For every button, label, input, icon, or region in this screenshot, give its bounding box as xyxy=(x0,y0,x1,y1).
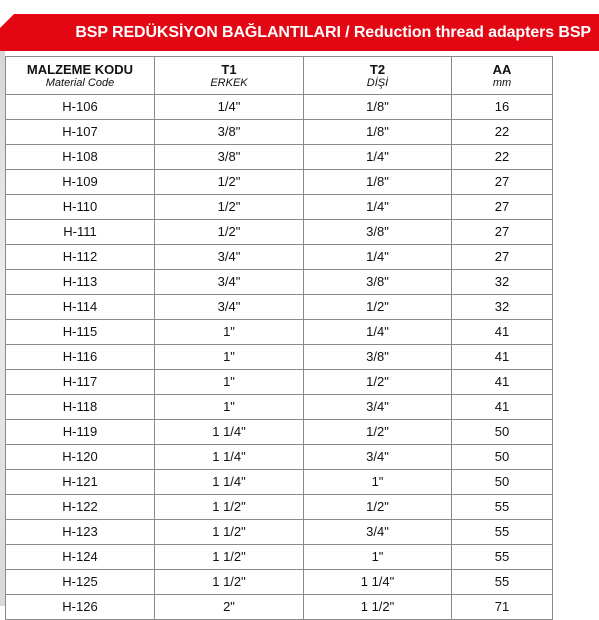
t2-cell: 1/2" xyxy=(304,295,452,320)
t1-cell: 1 1/2" xyxy=(155,495,304,520)
table-row xyxy=(6,120,553,145)
table-row xyxy=(6,470,553,495)
aa-cell: 50 xyxy=(452,420,553,445)
t2-cell: 1/8" xyxy=(304,170,452,195)
material-code-cell: H-119 xyxy=(6,420,155,445)
table-row xyxy=(6,420,553,445)
column-header-sub: mm xyxy=(492,76,512,89)
page-title: BSP REDÜKSİYON BAĞLANTILARI / Reduction thread adapters BSP xyxy=(75,24,591,41)
material-code-cell: H-121 xyxy=(6,470,155,495)
table-row xyxy=(6,270,553,295)
material-code-cell: H-107 xyxy=(6,120,155,145)
aa-cell: 22 xyxy=(452,120,553,145)
aa-cell: 55 xyxy=(452,570,553,595)
table-row xyxy=(6,545,553,570)
table-row xyxy=(6,95,553,120)
aa-cell: 71 xyxy=(452,595,553,620)
column-header-sub: DİŞİ xyxy=(366,76,389,89)
aa-cell: 27 xyxy=(452,245,553,270)
aa-cell: 50 xyxy=(452,470,553,495)
t2-cell: 1/8" xyxy=(304,120,452,145)
aa-cell: 55 xyxy=(452,495,553,520)
t2-cell: 1/4" xyxy=(304,245,452,270)
column-header-sub: ERKEK xyxy=(210,76,248,89)
t2-cell: 1/2" xyxy=(304,370,452,395)
aa-cell: 55 xyxy=(452,520,553,545)
column-header-t2 xyxy=(304,57,452,95)
material-code-cell: H-124 xyxy=(6,545,155,570)
t2-cell: 1" xyxy=(304,545,452,570)
material-code-cell: H-122 xyxy=(6,495,155,520)
material-code-cell: H-106 xyxy=(6,95,155,120)
material-code-cell: H-117 xyxy=(6,370,155,395)
material-code-cell: H-110 xyxy=(6,195,155,220)
t1-cell: 3/4" xyxy=(155,245,304,270)
t1-cell: 3/8" xyxy=(155,120,304,145)
t1-cell: 1/2" xyxy=(155,220,304,245)
t1-cell: 1/2" xyxy=(155,170,304,195)
material-code-cell: H-125 xyxy=(6,570,155,595)
aa-cell: 32 xyxy=(452,270,553,295)
t2-cell: 1 1/2" xyxy=(304,595,452,620)
table-row xyxy=(6,520,553,545)
t1-cell: 1/4" xyxy=(155,95,304,120)
t2-cell: 3/8" xyxy=(304,345,452,370)
t1-cell: 1" xyxy=(155,345,304,370)
table-body xyxy=(6,95,553,620)
aa-cell: 41 xyxy=(452,395,553,420)
table-row xyxy=(6,370,553,395)
t1-cell: 1" xyxy=(155,370,304,395)
table-row xyxy=(6,195,553,220)
table-header-row xyxy=(6,57,553,95)
material-code-cell: H-115 xyxy=(6,320,155,345)
material-code-cell: H-114 xyxy=(6,295,155,320)
t1-cell: 1 1/4" xyxy=(155,420,304,445)
aa-cell: 41 xyxy=(452,370,553,395)
aa-cell: 41 xyxy=(452,345,553,370)
material-code-cell: H-116 xyxy=(6,345,155,370)
column-header-main: T2 xyxy=(369,61,386,77)
t2-cell: 3/8" xyxy=(304,220,452,245)
aa-cell: 55 xyxy=(452,545,553,570)
t1-cell: 3/8" xyxy=(155,145,304,170)
t1-cell: 1 1/2" xyxy=(155,545,304,570)
material-code-cell: H-112 xyxy=(6,245,155,270)
aa-cell: 41 xyxy=(452,320,553,345)
table-row xyxy=(6,220,553,245)
table-row xyxy=(6,570,553,595)
material-code-cell: H-126 xyxy=(6,595,155,620)
table-row xyxy=(6,495,553,520)
table-row xyxy=(6,595,553,620)
header-corner-notch xyxy=(0,14,14,28)
material-code-cell: H-109 xyxy=(6,170,155,195)
column-header-main: MALZEME KODU xyxy=(26,61,134,77)
t2-cell: 1/4" xyxy=(304,320,452,345)
table-row xyxy=(6,395,553,420)
material-code-cell: H-108 xyxy=(6,145,155,170)
t2-cell: 3/4" xyxy=(304,520,452,545)
column-header-t1 xyxy=(155,57,304,95)
table-row xyxy=(6,320,553,345)
table-row xyxy=(6,245,553,270)
t1-cell: 1 1/2" xyxy=(155,570,304,595)
column-header-aa xyxy=(452,57,553,95)
column-header-main: T1 xyxy=(221,61,237,77)
t1-cell: 3/4" xyxy=(155,295,304,320)
t2-cell: 1/4" xyxy=(304,195,452,220)
aa-cell: 27 xyxy=(452,220,553,245)
t2-cell: 1/8" xyxy=(304,95,452,120)
aa-cell: 32 xyxy=(452,295,553,320)
table-row xyxy=(6,345,553,370)
t2-cell: 3/4" xyxy=(304,445,452,470)
material-code-cell: H-113 xyxy=(6,270,155,295)
t2-cell: 1/4" xyxy=(304,145,452,170)
t2-cell: 1/2" xyxy=(304,495,452,520)
t1-cell: 1" xyxy=(155,320,304,345)
t1-cell: 2" xyxy=(155,595,304,620)
aa-cell: 27 xyxy=(452,195,553,220)
t1-cell: 1" xyxy=(155,395,304,420)
t1-cell: 1 1/4" xyxy=(155,470,304,495)
material-code-cell: H-120 xyxy=(6,445,155,470)
t2-cell: 3/4" xyxy=(304,395,452,420)
t1-cell: 1 1/4" xyxy=(155,445,304,470)
material-code-cell: H-118 xyxy=(6,395,155,420)
t2-cell: 1 1/4" xyxy=(304,570,452,595)
t1-cell: 1 1/2" xyxy=(155,520,304,545)
aa-cell: 27 xyxy=(452,170,553,195)
table-row xyxy=(6,445,553,470)
column-header-material-code xyxy=(6,57,155,95)
column-header-main: AA xyxy=(492,61,512,77)
material-code-cell: H-111 xyxy=(6,220,155,245)
aa-cell: 16 xyxy=(452,95,553,120)
material-code-cell: H-123 xyxy=(6,520,155,545)
t2-cell: 3/8" xyxy=(304,270,452,295)
t2-cell: 1" xyxy=(304,470,452,495)
t1-cell: 1/2" xyxy=(155,195,304,220)
column-header-sub: Material Code xyxy=(45,76,115,89)
t2-cell: 1/2" xyxy=(304,420,452,445)
table-row xyxy=(6,170,553,195)
table-row xyxy=(6,295,553,320)
aa-cell: 50 xyxy=(452,445,553,470)
t1-cell: 3/4" xyxy=(155,270,304,295)
reduction-adapters-table xyxy=(5,56,553,620)
table-row xyxy=(6,145,553,170)
aa-cell: 22 xyxy=(452,145,553,170)
